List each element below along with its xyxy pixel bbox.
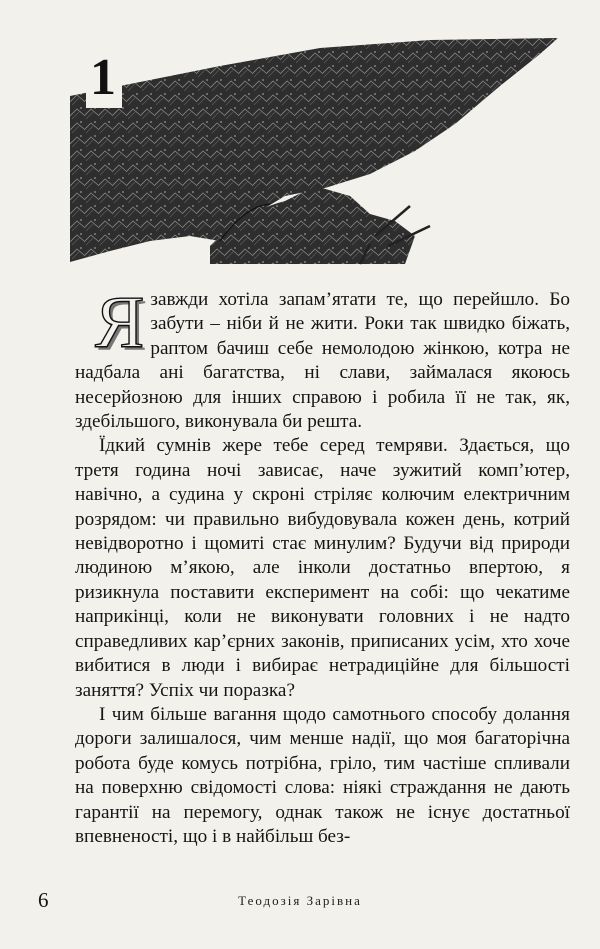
body-text <box>75 282 570 849</box>
chapter-number: 1 <box>86 52 122 108</box>
first-paragraph <box>75 282 570 434</box>
paragraph-3: І чим більше вагання щодо самотнього способу долання дороги залишалося, чим менше надії, що моя багаторічна робота буде комусь потрібна, гріло, тим частіше спливали на поверхню свідомості слова: ніякі страждання не дають гарантії на перемогу, однак також не існує достатньої впевненості, що і в найбільш без- <box>75 703 570 847</box>
page-number: 6 <box>38 888 49 912</box>
running-footer-author: Теодозія Зарівна <box>238 893 362 908</box>
paragraph-2: Їдкий сумнів жере тебе серед темряви. Здається, що третя година ночі зависає, наче зужитий комп’ютер, навічно, а судина у скроні стріляє колючим електричним розрядом: чи правильно вибудовувала кожен день, котрий невідворотно і щомиті стає минулим? Будучи від природи людиною м’якою, але інколи достатньо впертою, я ризикнула поставити експеримент на собі: що чекатиме наприкінці, коли не виконувати головних і не надто справедливих кар’єрних законів, приписаних усім, хто хоче вибитися в люди і вибирає нетрадиційне для більшості заняття? Успіх чи поразка? <box>75 435 570 701</box>
chapter-illustration <box>70 36 570 266</box>
drop-cap: Я <box>95 282 145 364</box>
first-paragraph-text: завжди хотіла запам’ятати те, що перейшло. Бо забути – ніби й не жити. Роки так швидко біжать, раптом бачиш себе немолодою жінкою, котра не надбала ані багатства, ні слави, займалася якоюсь несерйозною для інших справою і робила її не так, як, здебільшого, виконувала би решта. <box>75 289 570 433</box>
